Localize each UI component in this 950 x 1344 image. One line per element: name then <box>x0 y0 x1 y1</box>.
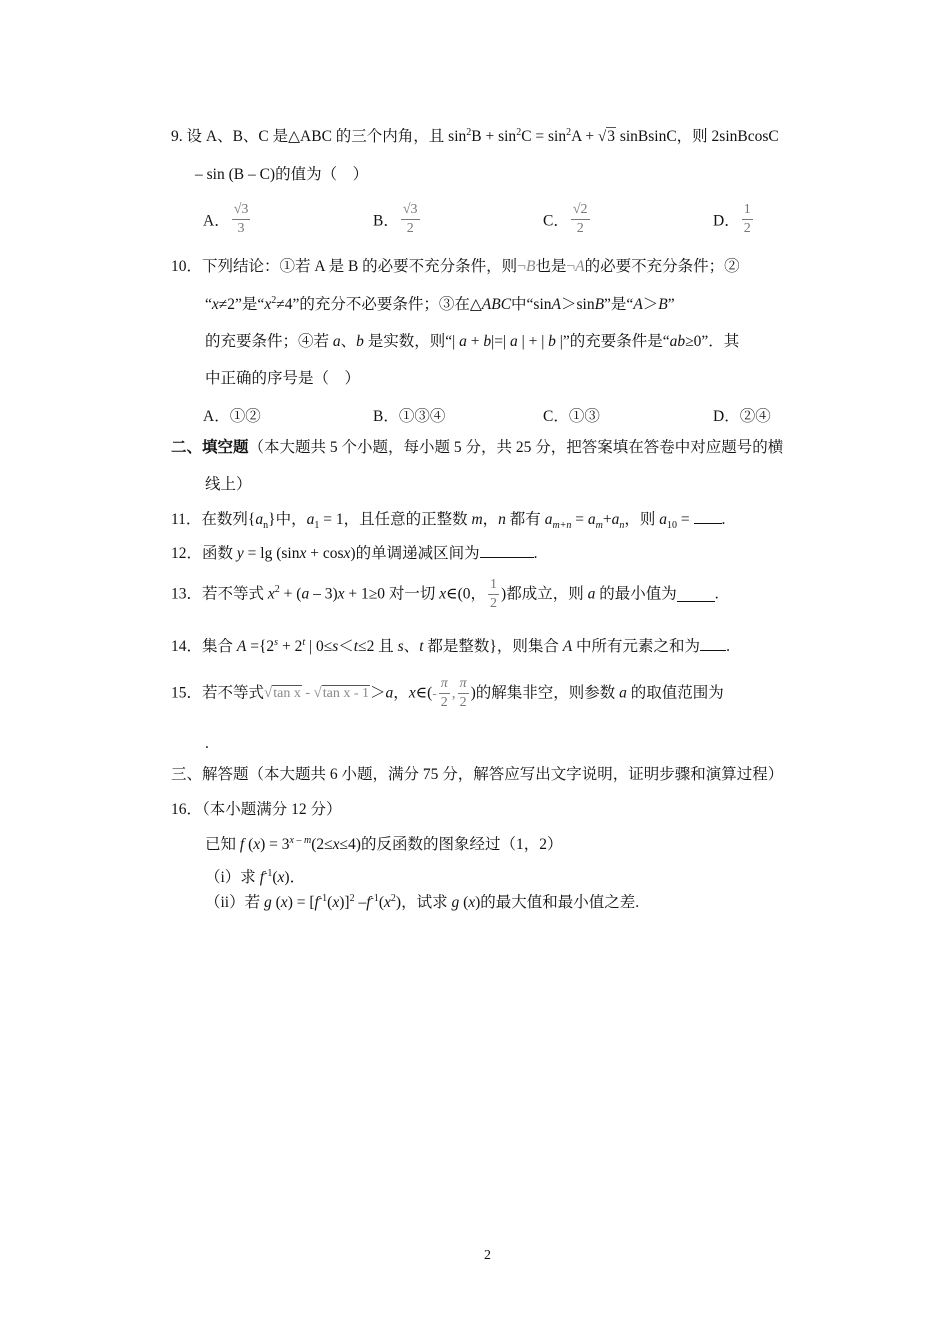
q16-part-ii: （ii）若 g $(x) = [f^{-1}(x)]^2$ $-f^{-1}(x^2)$，试求 g (x)的最大值和最小值之差. <box>205 892 640 911</box>
q10-option-a: A．①② <box>203 408 261 425</box>
q13: 13．若不等式 $x^2 + (a - 3)x + 1\ge 0$ 对一切 x∈(0， $\frac{1}{2}$ )都成立，则 a 的最小值为 . <box>171 577 719 611</box>
q12: 12．函数 y = lg (sinx + cosx)的单调递减区间为 . <box>171 545 538 562</box>
q14: 14．集合 $A =\{2^s + 2^t$ | 0≤s＜t≤2 且 s、t 都是整数}，则集合 A 中所有元素之和为 . <box>171 636 730 655</box>
section-3-heading: 三、解答题（本大题共 6 小题，满分 75 分，解答应写出文字说明，证明步骤和演算过程） <box>171 766 784 783</box>
q9-line2: – sin (B – C)的值为（ ） <box>195 166 369 183</box>
q11: 11．在数列$\{a_n\}$中，$a_1 = 1$，且任意的正整数 m，n 都有 $a_{m+n} = a_m+a_n$，则 $a_{10}$ = . <box>171 511 726 532</box>
q15-end: . <box>205 735 209 752</box>
answer-blank <box>480 543 534 558</box>
q9-option-a: A． $\frac{√3}{3}$ <box>203 202 249 236</box>
q16-part-i: （i）求 $f^{-1}(x)$． <box>205 867 306 886</box>
q10-option-b: B．①③④ <box>373 408 446 425</box>
q15: 15．若不等式√tan x - √tan x - 1＞a，x∈(- $\frac{\pi}{2}$ , $\frac{\pi}{2}$ )的解集非空，则参数 a 的取值范围为 <box>171 676 724 710</box>
q10-line3: 的充要条件；④若 a、b 是实数，则“| a + b|=| a | + | b |”的充要条件是“ab≥0”．其 <box>205 333 740 350</box>
q10-option-d: D．②④ <box>713 408 771 425</box>
q16-header: 16．（本小题满分 12 分） <box>171 801 342 818</box>
q10-option-c: C．①③ <box>543 408 600 425</box>
q9-option-d: D． $\frac{1}{2}$ <box>713 202 751 236</box>
answer-blank <box>677 587 715 602</box>
page-number: 2 <box>484 1248 491 1263</box>
q10-line2: “x≠2”是“$x^2\ne 4$”的充分不必要条件；③在△ABC中“sinA＞sinB”是“A＞B” <box>205 294 675 313</box>
fraction-one-half: $\frac{1}{2}$ <box>490 577 498 611</box>
answer-blank <box>694 509 722 524</box>
section-2-heading: 二、填空题（本大题共 5 个小题，每小题 5 分，共 25 分，把答案填在答卷中对应题号的横 <box>171 439 784 456</box>
answer-blank <box>700 636 726 651</box>
q9-line1: 9. 设 A、B、C 是△ABC 的三个内角，且 $\sin^2B + \sin^2C = \sin^2A + √3$ sinBsinC，则 2sinBcosC <box>171 126 779 145</box>
q9-option-b: B． $\frac{√3}{2}$ <box>373 202 418 236</box>
sqrt-3: √3 <box>597 128 615 145</box>
q16-given: 已知 f $(x) = 3^{x - m}(2\le x\le 4)$的反函数的图象经过（1，2） <box>205 834 563 853</box>
q9-option-c: C． $\frac{√2}{2}$ <box>543 202 588 236</box>
section-2-heading-cont: 线上） <box>205 476 252 493</box>
q10-line4: 中正确的序号是（ ） <box>205 370 361 387</box>
q10-line1: 10．下列结论：①若 A 是 B 的必要不充分条件，则¬B也是¬A的必要不充分条件；② <box>171 258 740 275</box>
